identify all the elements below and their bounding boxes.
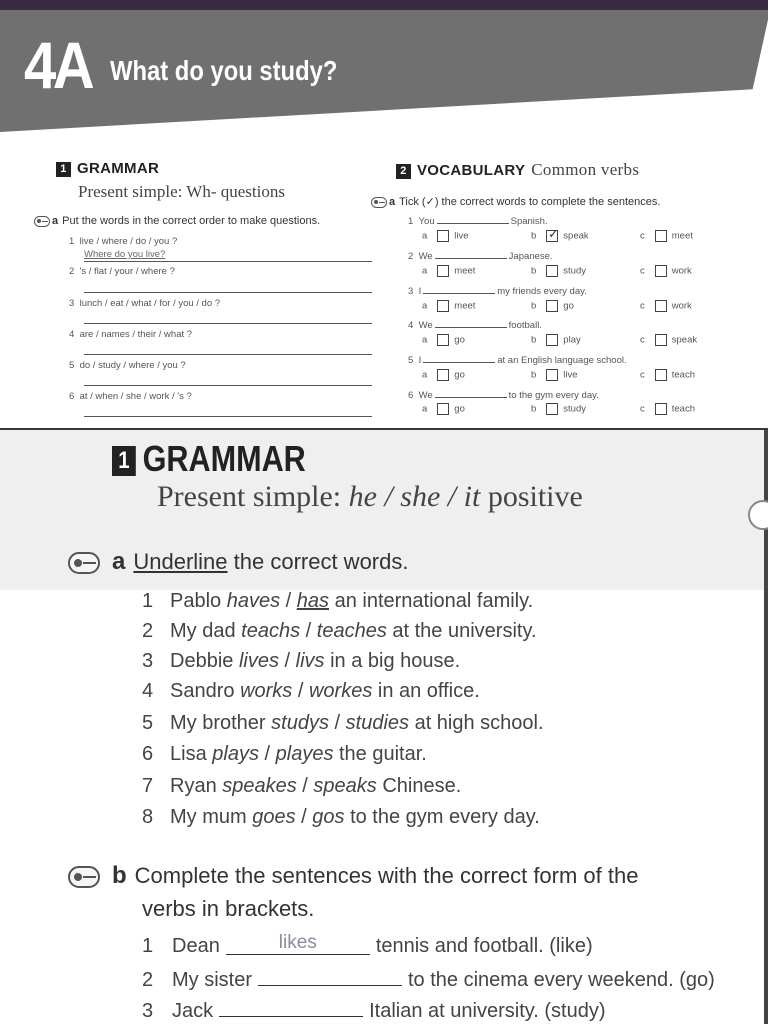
answer-line-3 bbox=[84, 323, 372, 324]
answer-blank[interactable] bbox=[219, 997, 363, 1017]
list-item: 7 Ryan speakes / speaks Chinese. bbox=[142, 775, 462, 797]
vocab-option[interactable]: c teach bbox=[640, 369, 695, 381]
checkbox[interactable] bbox=[437, 334, 449, 346]
list-item: 1 Dean likes tennis and football. (like) bbox=[142, 932, 593, 957]
vocabulary-heading bbox=[396, 160, 639, 180]
checkbox-checked[interactable] bbox=[546, 230, 558, 242]
handwritten-answer: likes bbox=[278, 932, 317, 953]
vocab-sentence-3: 3 I my friends every day. bbox=[408, 286, 587, 297]
checkbox[interactable] bbox=[655, 300, 667, 312]
part-a-instruction: a Underline the correct words. bbox=[112, 548, 409, 575]
vocabulary-instruction bbox=[371, 195, 660, 208]
vocab-option[interactable]: b study bbox=[531, 265, 587, 277]
checkbox[interactable] bbox=[655, 334, 667, 346]
part-b-instruction-line2: verbs in brackets. bbox=[142, 896, 315, 921]
question-item-6: 6 at / when / she / work / 's ? bbox=[69, 391, 192, 402]
list-item: 2 My sister to the cinema every weekend. (go) bbox=[142, 966, 715, 992]
list-item: 3 Jack Italian at university. (study) bbox=[142, 997, 606, 1023]
unit-title: What do you study? bbox=[110, 55, 338, 86]
checkbox[interactable] bbox=[546, 369, 558, 381]
vocab-option[interactable]: c speak bbox=[640, 334, 698, 346]
answer-line-4 bbox=[84, 354, 372, 355]
vocab-option[interactable]: c meet bbox=[640, 230, 693, 242]
vocab-sentence-5: 5 I at an English language school. bbox=[408, 355, 627, 366]
vocab-sentence-4: 4 We football. bbox=[408, 320, 542, 331]
vocab-option[interactable]: c work bbox=[640, 300, 692, 312]
checkbox[interactable] bbox=[546, 334, 558, 346]
instruction-text: Put the words in the correct order to make questions. bbox=[62, 215, 321, 227]
part-b-instruction: b Complete the sentences with the correct form of the bbox=[112, 862, 639, 889]
list-item: 3 Debbie lives / livs in a big house. bbox=[142, 650, 461, 672]
checkbox[interactable] bbox=[437, 403, 449, 415]
vocabulary-heading-label: VOCABULARY bbox=[417, 162, 526, 179]
list-item: 8 My mum goes / gos to the gym every day. bbox=[142, 806, 540, 828]
checkbox[interactable] bbox=[655, 265, 667, 277]
answer-key-icon bbox=[34, 216, 50, 227]
vocab-option[interactable]: a go bbox=[422, 369, 465, 381]
unit-code: 4A bbox=[24, 28, 92, 102]
list-item: 1 Pablo haves / has an international family. bbox=[142, 590, 534, 612]
section-number-grammar: 1 bbox=[56, 162, 71, 177]
vocab-option[interactable]: b play bbox=[531, 334, 581, 346]
page-top-edge bbox=[0, 0, 768, 10]
answer-line-2 bbox=[84, 292, 372, 293]
answer-key-icon bbox=[68, 866, 100, 888]
instruction-letter: a bbox=[389, 196, 396, 208]
answer-line-5 bbox=[84, 385, 372, 386]
answer-key-icon bbox=[68, 552, 100, 574]
workbook-page-top bbox=[0, 0, 768, 432]
vocab-option[interactable]: c teach bbox=[640, 403, 695, 415]
answer-blank[interactable] bbox=[226, 932, 370, 955]
vocab-option[interactable]: a go bbox=[422, 403, 465, 415]
checkbox[interactable] bbox=[437, 265, 449, 277]
instruction-letter: a bbox=[52, 215, 59, 227]
vocab-option[interactable]: b✓ speak bbox=[531, 230, 589, 242]
instruction-text: Tick (✓) the correct words to complete the sentences. bbox=[399, 196, 661, 208]
answer-line-6 bbox=[84, 416, 372, 417]
question-item-3: 3 lunch / eat / what / for / you / do ? bbox=[69, 298, 221, 309]
checkbox[interactable] bbox=[655, 403, 667, 415]
vocab-option[interactable]: a live bbox=[422, 230, 469, 242]
question-item-4: 4 are / names / their / what ? bbox=[69, 329, 193, 340]
list-item: 5 My brother studys / studies at high school. bbox=[142, 712, 544, 734]
question-item-5: 5 do / study / where / you ? bbox=[69, 360, 186, 371]
list-item: 4 Sandro works / workes in an office. bbox=[142, 680, 480, 702]
vocab-option[interactable]: b study bbox=[531, 403, 587, 415]
section-number: 1 bbox=[112, 446, 136, 476]
grammar-subheading-large: Present simple: he / she / it positive bbox=[157, 480, 583, 513]
grammar-heading-label: GRAMMAR bbox=[77, 160, 160, 177]
vocab-option[interactable]: b live bbox=[531, 369, 578, 381]
section-number-vocabulary: 2 bbox=[396, 164, 411, 179]
checkbox[interactable] bbox=[437, 369, 449, 381]
answer-key-icon bbox=[371, 197, 387, 208]
grammar-subheading: Present simple: Wh- questions bbox=[78, 182, 285, 201]
grammar-instruction bbox=[34, 215, 320, 227]
vocabulary-subheading: Common verbs bbox=[531, 160, 640, 179]
vocab-option[interactable]: a meet bbox=[422, 300, 476, 312]
checkbox[interactable] bbox=[437, 300, 449, 312]
checkbox[interactable] bbox=[437, 230, 449, 242]
vocab-option[interactable]: a go bbox=[422, 334, 465, 346]
workbook-page-bottom bbox=[0, 430, 768, 1024]
question-item-2: 2 's / flat / your / where ? bbox=[69, 266, 175, 277]
vocab-sentence-6: 6 We to the gym every day. bbox=[408, 390, 599, 401]
vocab-option[interactable]: b go bbox=[531, 300, 574, 312]
checkbox[interactable] bbox=[546, 403, 558, 415]
vocab-sentence-2: 2 We Japanese. bbox=[408, 251, 553, 262]
list-item: 2 My dad teachs / teaches at the university. bbox=[142, 620, 537, 642]
grammar-heading-large bbox=[112, 438, 306, 480]
part-letter: b bbox=[112, 862, 127, 889]
question-item-1: 1 live / where / do / you ? bbox=[69, 236, 178, 247]
grammar-heading bbox=[56, 160, 159, 177]
checkbox[interactable] bbox=[655, 230, 667, 242]
vocab-option[interactable]: a meet bbox=[422, 265, 476, 277]
checkbox[interactable] bbox=[546, 300, 558, 312]
underlined-answer: has bbox=[296, 590, 330, 612]
part-letter: a bbox=[112, 548, 126, 575]
list-item: 6 Lisa plays / playes the guitar. bbox=[142, 743, 427, 765]
answer-line-1 bbox=[84, 261, 372, 262]
answer-blank[interactable] bbox=[258, 966, 402, 986]
checkbox[interactable] bbox=[655, 369, 667, 381]
grammar-heading-label: GRAMMAR bbox=[142, 438, 306, 479]
vocab-sentence-1: 1 You Spanish. bbox=[408, 216, 548, 227]
question-answer-1: Where do you live? bbox=[84, 249, 166, 260]
vocab-option[interactable]: c work bbox=[640, 265, 692, 277]
checkbox[interactable] bbox=[546, 265, 558, 277]
